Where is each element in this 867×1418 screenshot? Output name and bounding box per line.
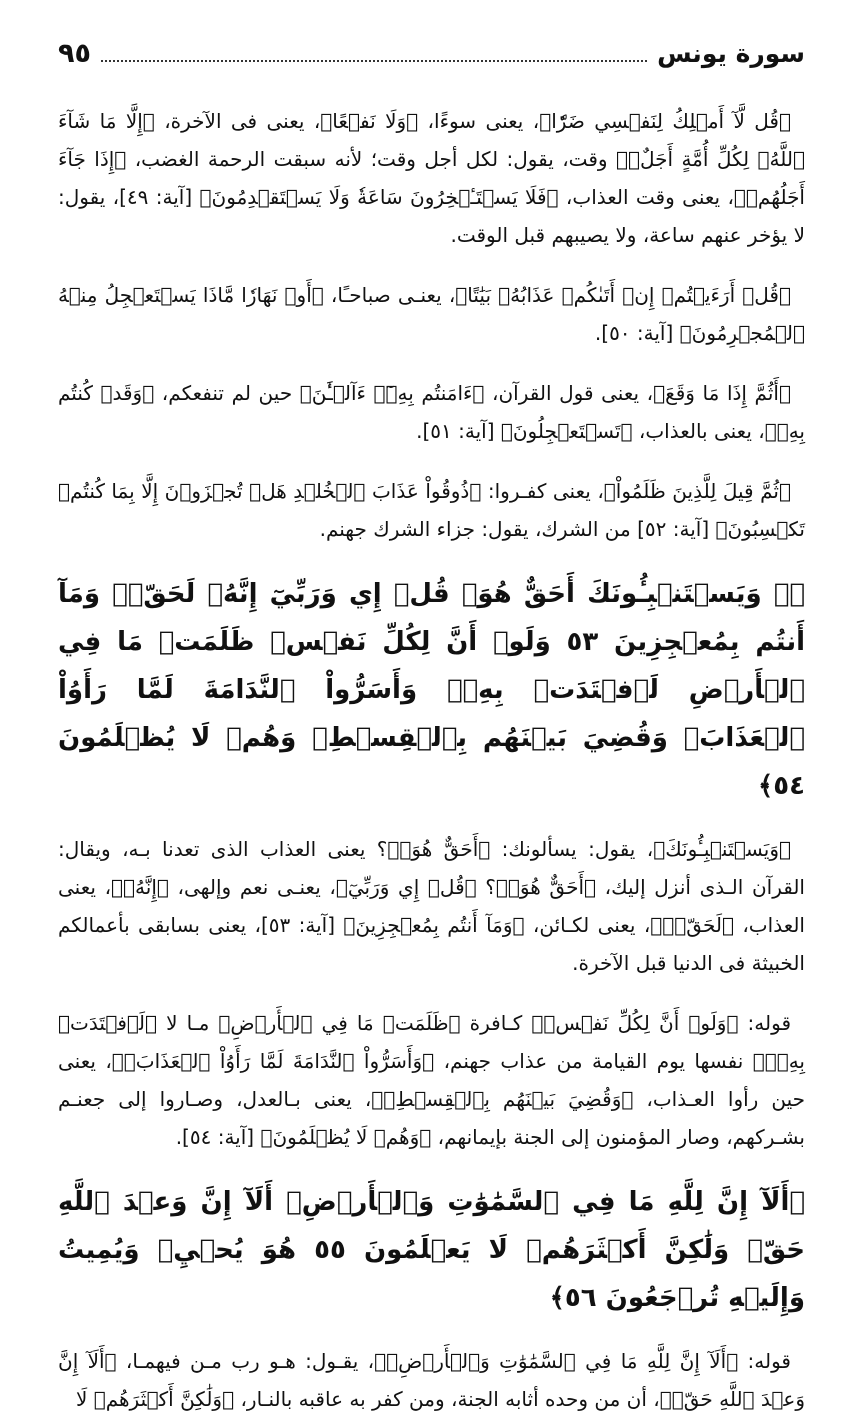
leader-dots [101,60,647,62]
commentary-paragraph: ﴿قُلۡ أَرَءَيۡتُمۡ إِنۡ أَتَىٰكُمۡ عَذَابُهُۥ بَيَٰتًا﴾، يعنـى صباحـًا، ﴿أَوۡ نَهَارٗا مَّاذَا يَسۡتَعۡجِلُ مِنۡهُ ٱلۡمُجۡرِمُونَ﴾ [آية: ٥٠]. [58,283,805,345]
surah-title: سورة يونس [657,39,805,68]
commentary-paragraph: قوله: ﴿وَلَوۡ أَنَّ لِكُلِّ نَفۡسٖ﴾ كـافرة ﴿ظَلَمَتۡ مَا فِي ٱلۡأَرۡضِ﴾ مـا لا ﴿لَٱفۡتَدَتۡ بِهِۦۗ﴾ نفسها يوم القيامة من عذاب جهنم، ﴿وَأَسَرُّواْ ٱلنَّدَامَةَ لَمَّا رَأَوُاْ ٱلۡعَذَابَۖ﴾، يعنى حين رأوا العـذاب، ﴿وَقُضِيَ بَيۡنَهُم بِٱلۡقِسۡطِۚ﴾، يعنى بـالعدل، وصـاروا إلى جعنـم بشـركهم، وصار المؤمنون إلى الجنة بإيمانهم، ﴿وَهُمۡ لَا يُظۡلَمُونَ﴾ [آية: ٥٤]. [58,1011,805,1149]
page-header [58,38,805,78]
commentary-paragraph: قوله: ﴿أَلَآ إِنَّ لِلَّهِ مَا فِي ٱلسَّمَٰوَٰتِ وَٱلۡأَرۡضِۗ﴾، يقـول: هـو رب مـن فيهمـا، ﴿أَلَآ إِنَّ وَعۡدَ ٱللَّهِ حَقّٞ﴾، أن من وحده أثابه الجنة، ومن كفر به عاقبه بالنـار، ﴿وَلَٰكِنَّ أَكۡثَرَهُمۡ لَا [58,1349,805,1411]
commentary-paragraph: ﴿أَثُمَّ إِذَا مَا وَقَعَ﴾، يعنى قول القرآن، ﴿ءَامَنتُم بِهِۦٓۚ ءَآلۡـَٰٔنَ﴾ حين لم تنفعكم، ﴿وَقَدۡ كُنتُم بِهِۦ﴾، يعنى بالعذاب، ﴿تَسۡتَعۡجِلُونَ﴾ [آية: ٥١]. [58,381,805,443]
commentary-paragraph: ﴿ثُمَّ قِيلَ لِلَّذِينَ ظَلَمُواْ﴾، يعنى كفـروا: ﴿ذُوقُواْ عَذَابَ ٱلۡخُلۡدِ هَلۡ تُجۡزَوۡنَ إِلَّا بِمَا كُنتُمۡ تَكۡسِبُونَ﴾ [آية: ٥٢] من الشرك، يقول: جزاء الشرك جهنم. [58,479,805,541]
commentary-paragraph: ﴿قُل لَّآ أَمۡلِكُ لِنَفۡسِي ضَرّٗا﴾، يعنى سوءًا، ﴿وَلَا نَفۡعًا﴾، يعنى فى الآخرة، ﴿إِلَّا مَا شَآءَ ٱللَّهُۗ لِكُلِّ أُمَّةٍ أَجَلٌۚ﴾ وقت، يقول: لكل أجل وقت؛ لأنه سبقت الرحمة الغضب، ﴿إِذَا جَآءَ أَجَلُهُمۡ﴾، يعنى وقت العذاب، ﴿فَلَا يَسۡتَـٔۡخِرُونَ سَاعَةٗ وَلَا يَسۡتَقۡدِمُونَ﴾ [آية: ٤٩]، يقول: لا يؤخر عنهم ساعة، ولا يصيبهم قبل الوقت. [58,109,805,247]
page-number: ٩٥ [58,38,91,69]
commentary-paragraph: ﴿وَيَسۡتَنۢبِـُٔونَكَ﴾، يقول: يسألونك: ﴿أَحَقٌّ هُوَۖ﴾؟ يعنى العذاب الذى تعدنا بـه، ويقال: القرآن الـذى أنزل إليك، ﴿أَحَقٌّ هُوَۖ﴾؟ ﴿قُلۡ إِي وَرَبِّيٓ﴾، يعنـى نعم وإلهى، ﴿إِنَّهُۥ﴾، يعنى العذاب، ﴿لَحَقّٞۖ﴾، يعنى لكـائن، ﴿وَمَآ أَنتُم بِمُعۡجِزِينَ﴾ [آية: ٥٣]، يعنى بسابقى بأعمالكم الخبيثة فى الدنيا قبل الآخرة. [58,837,805,975]
quran-verses-53-54: ﴿۞ وَيَسۡتَنۢبِـُٔونَكَ أَحَقٌّ هُوَۖ قُلۡ إِي وَرَبِّيٓ إِنَّهُۥ لَحَقّٞۖ وَمَآ أَنتُم بِمُعۡجِزِينَ ٥٣ وَلَوۡ أَنَّ لِكُلِّ نَفۡسٖ ظَلَمَتۡ مَا فِي ٱلۡأَرۡضِ لَٱفۡتَدَتۡ بِهِۦۗ وَأَسَرُّواْ ٱلنَّدَامَةَ لَمَّا رَأَوُاْ ٱلۡعَذَابَۖ وَقُضِيَ بَيۡنَهُم بِٱلۡقِسۡطِۚ وَهُمۡ لَا يُظۡلَمُونَ ٥٤﴾ [58,579,805,801]
quran-verses-55-56: ﴿أَلَآ إِنَّ لِلَّهِ مَا فِي ٱلسَّمَٰوَٰتِ وَٱلۡأَرۡضِۗ أَلَآ إِنَّ وَعۡدَ ٱللَّهِ حَقّٞ وَلَٰكِنَّ أَكۡثَرَهُمۡ لَا يَعۡلَمُونَ ٥٥ هُوَ يُحۡيِۦ وَيُمِيتُ وَإِلَيۡهِ تُرۡجَعُونَ ٥٦﴾ [58,1187,805,1313]
